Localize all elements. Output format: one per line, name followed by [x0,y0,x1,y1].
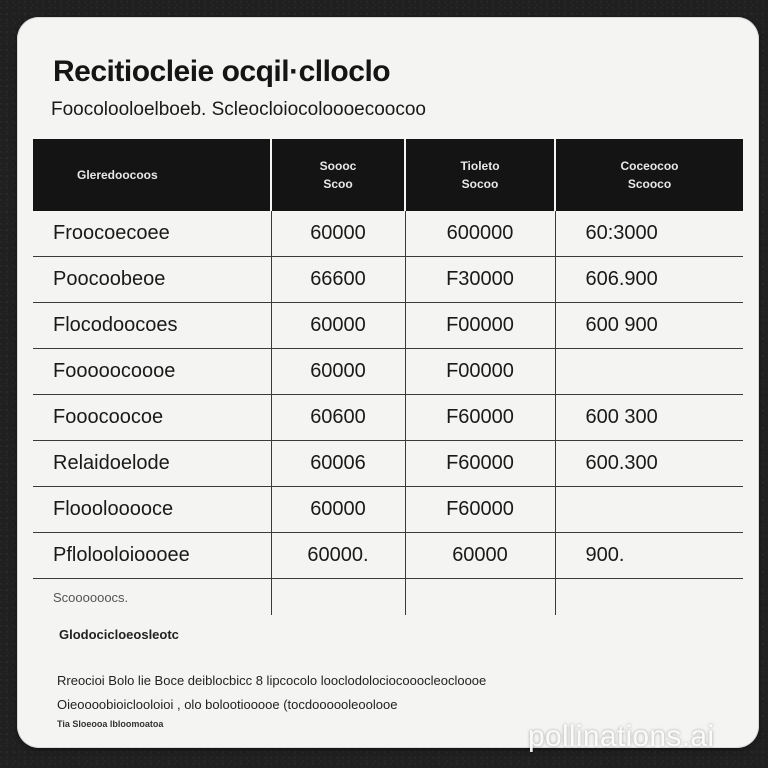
row-label: Fooooocoooe [33,349,271,395]
table-cell [555,349,743,395]
table-cell: 600 900 [555,303,743,349]
footnote-1: Rreocioi Bolo lie Boce deiblocbicc 8 lipcocolo looclodolociocooocleocloooe [57,673,487,688]
table-row [33,303,743,349]
column-header: Tioleto Socoo [405,139,555,211]
table-cell: F00000 [405,303,555,349]
table-body [33,211,743,615]
table-row [33,211,743,257]
table-cell: 60000. [271,533,405,579]
table-cell: 600 300 [555,395,743,441]
table-header-row [33,139,743,211]
watermark: pollinations.ai [528,720,715,753]
table-cell: 60000 [271,211,405,257]
table-row [33,441,743,487]
table-cell: 66600 [271,257,405,303]
document-subtitle: Foocolooloelboeb. Scleocloiocoloooecoocoo [51,99,426,120]
table-cell: 900. [555,533,743,579]
document-title: Recitiocleie ocqil·clloclo [53,55,391,88]
table-cell: Scoooooocs. [53,589,129,605]
table-cell [271,579,405,616]
table-cell: 600.300 [555,441,743,487]
table-cell: 60006 [271,441,405,487]
row-label: Poocoobeoe [33,257,271,303]
footnote-3: Tia Sloeooa lbloomoatoa [57,719,164,729]
row-label: Relaidoelode [33,441,271,487]
row-label: Flocodoocoes [33,303,271,349]
table-cell [555,487,743,533]
table-cell: 60000 [271,487,405,533]
table-row [33,533,743,579]
column-header: Coceocoo Scooco [555,139,743,211]
table-cell: 606.900 [555,257,743,303]
row-label: Flooolooooce [33,487,271,533]
table-cell [405,579,555,616]
column-header: Soooc Scoo [271,139,405,211]
table-row [33,395,743,441]
table-cell: 60000 [271,349,405,395]
row-label: Fooocoocoe [33,395,271,441]
table-row [33,349,743,395]
table-cell: F60000 [405,487,555,533]
footnote-2: Oieoooobioiclooloioi , olo bolootiooooe (tocdoooooleoolooe [57,697,398,712]
table-cell: F30000 [405,257,555,303]
table-cell [555,579,743,616]
table-cell: 60600 [271,395,405,441]
table-row [33,257,743,303]
column-header: Gleredoocoos [33,139,271,211]
table-cell: 60:3000 [555,211,743,257]
data-table [33,139,743,615]
table-cell: 600000 [405,211,555,257]
table-cell: F60000 [405,441,555,487]
table-cell: F60000 [405,395,555,441]
table-cell: 60000 [271,303,405,349]
footer-label: Glodocicloeosleotc [59,627,179,642]
table-cell: F00000 [405,349,555,395]
table-row [33,579,743,616]
row-label: Pflolooloioooee [33,533,271,579]
table-row [33,487,743,533]
table-cell: 60000 [405,533,555,579]
document-card [17,17,759,748]
row-label: Froocoecoee [33,211,271,257]
